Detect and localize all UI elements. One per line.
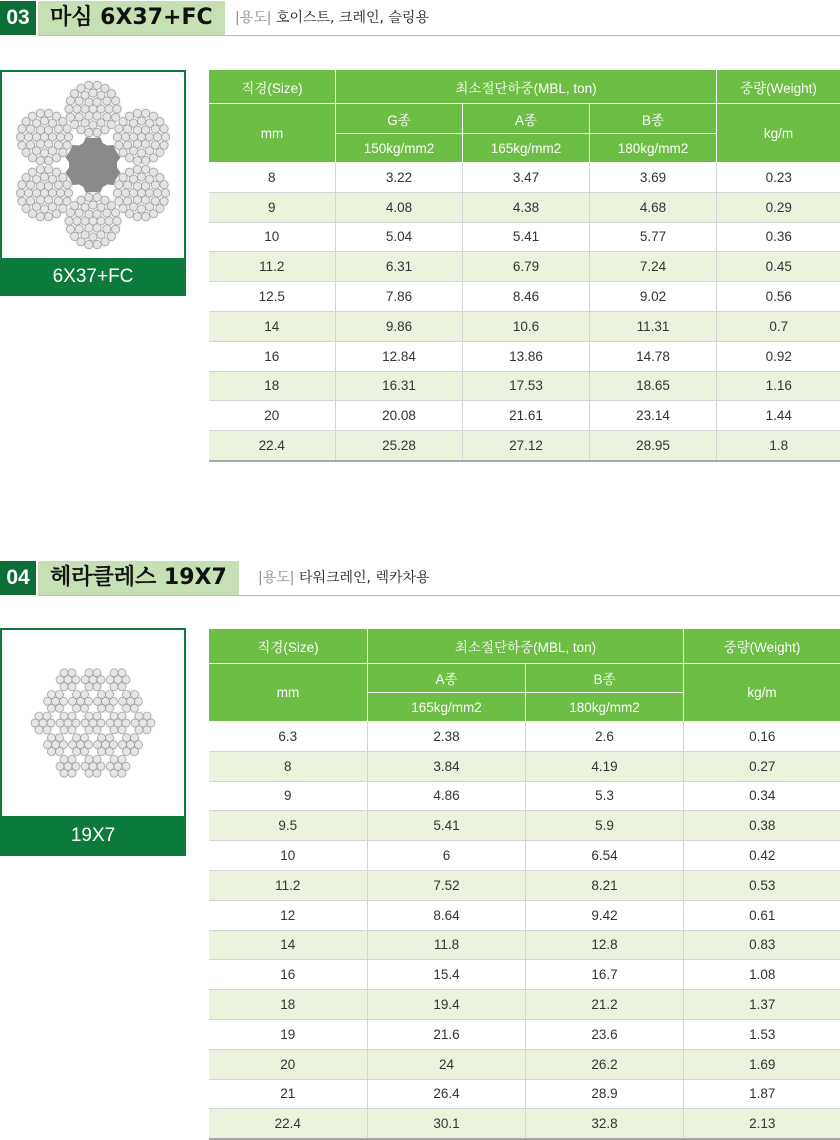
cell-mbl: 9.86 [336, 311, 463, 341]
grade-b: B종 [590, 104, 717, 134]
cell-mbl: 3.69 [590, 163, 717, 193]
cell-weight: 0.16 [684, 722, 840, 752]
header-size: 직경(Size) [209, 629, 368, 664]
cell-mbl: 6.79 [463, 252, 590, 282]
section-03-header [0, 1, 840, 39]
cell-mbl: 2.6 [526, 722, 684, 752]
cell-weight: 2.13 [684, 1109, 840, 1139]
usage-tag: |용도| [235, 10, 271, 26]
usage-text: 호이스트, 크레인, 슬링용 [276, 10, 429, 26]
cell-weight: 0.92 [717, 341, 840, 371]
spec-table-6x37 [208, 69, 840, 462]
strength-a: 165kg/mm2 [368, 693, 526, 722]
unit-mm: mm [209, 664, 368, 722]
cell-mbl: 6 [368, 841, 526, 871]
cell-mbl: 2.38 [368, 722, 526, 752]
rope-19x7-cross-section-image [2, 630, 184, 816]
cell-mbl: 4.38 [463, 192, 590, 222]
section-usage [235, 1, 429, 35]
cell-mbl: 26.2 [526, 1049, 684, 1079]
cell-mbl: 21.2 [526, 990, 684, 1020]
cell-mbl: 3.84 [368, 751, 526, 781]
spec-table-19x7 [208, 628, 840, 1140]
cell-mbl: 5.9 [526, 811, 684, 841]
cell-size: 22.4 [209, 431, 336, 461]
cell-mbl: 27.12 [463, 431, 590, 461]
cell-size: 20 [209, 401, 336, 431]
rope-6x37-cross-section-image [2, 72, 184, 258]
table-row [209, 930, 840, 960]
cell-mbl: 21.6 [368, 1019, 526, 1049]
cell-mbl: 21.61 [463, 401, 590, 431]
cell-weight: 0.38 [684, 811, 840, 841]
cell-mbl: 8.64 [368, 900, 526, 930]
grade-a: A종 [368, 664, 526, 693]
cell-size: 9 [209, 192, 336, 222]
cell-mbl: 15.4 [368, 960, 526, 990]
usage-tag: |용도| [258, 570, 294, 586]
cell-mbl: 28.9 [526, 1079, 684, 1109]
table-row [209, 1109, 840, 1139]
cell-mbl: 28.95 [590, 431, 717, 461]
strength-b: 180kg/mm2 [526, 693, 684, 722]
grade-a: A종 [463, 104, 590, 134]
cell-mbl: 16.7 [526, 960, 684, 990]
cell-size: 6.3 [209, 722, 368, 752]
cell-mbl: 7.24 [590, 252, 717, 282]
header-divider [38, 35, 840, 36]
cell-weight: 1.08 [684, 960, 840, 990]
table-row [209, 341, 840, 371]
table-row [209, 252, 840, 282]
cell-mbl: 7.52 [368, 870, 526, 900]
cell-weight: 1.69 [684, 1049, 840, 1079]
cell-mbl: 30.1 [368, 1109, 526, 1139]
cell-size: 16 [209, 960, 368, 990]
cell-weight: 0.7 [717, 311, 840, 341]
section-title: 헤라클레스 19X7 [38, 561, 239, 595]
table-row [209, 401, 840, 431]
cell-weight: 0.53 [684, 870, 840, 900]
cell-weight: 1.37 [684, 990, 840, 1020]
cell-mbl: 3.22 [336, 163, 463, 193]
cell-mbl: 5.04 [336, 222, 463, 252]
header-weight: 중량(Weight) [717, 70, 840, 104]
cell-mbl: 5.77 [590, 222, 717, 252]
cell-size: 20 [209, 1049, 368, 1079]
cell-size: 12 [209, 900, 368, 930]
cell-mbl: 13.86 [463, 341, 590, 371]
cell-mbl: 32.8 [526, 1109, 684, 1139]
cell-mbl: 16.31 [336, 371, 463, 401]
cell-mbl: 5.41 [463, 222, 590, 252]
table-row [209, 163, 840, 193]
cell-weight: 0.56 [717, 282, 840, 312]
usage-text: 타워크레인, 렉카차용 [299, 570, 430, 586]
cell-weight: 0.61 [684, 900, 840, 930]
cell-size: 14 [209, 930, 368, 960]
section-number: 03 [0, 1, 36, 35]
cell-size: 10 [209, 222, 336, 252]
header-mbl: 최소절단하중(MBL, ton) [336, 70, 717, 104]
header-size: 직경(Size) [209, 70, 336, 104]
cell-mbl: 14.78 [590, 341, 717, 371]
table-row [209, 811, 840, 841]
cell-weight: 0.29 [717, 192, 840, 222]
table-row [209, 722, 840, 752]
section-title: 마심 6X37+FC [38, 1, 225, 35]
cell-weight: 1.87 [684, 1079, 840, 1109]
strength-g: 150kg/mm2 [336, 134, 463, 163]
section-04-header [0, 561, 840, 599]
cell-mbl: 19.4 [368, 990, 526, 1020]
cell-size: 9 [209, 781, 368, 811]
cell-mbl: 3.47 [463, 163, 590, 193]
rope-6x37-label: 6X37+FC [0, 258, 186, 296]
table-row [209, 192, 840, 222]
table-body [209, 163, 840, 461]
rope-19x7-image-box [0, 628, 186, 818]
table-row [209, 1019, 840, 1049]
table-row [209, 222, 840, 252]
cell-mbl: 9.42 [526, 900, 684, 930]
strength-a: 165kg/mm2 [463, 134, 590, 163]
table-row [209, 431, 840, 461]
table-row [209, 311, 840, 341]
table-row [209, 1079, 840, 1109]
cell-mbl: 8.46 [463, 282, 590, 312]
cell-mbl: 26.4 [368, 1079, 526, 1109]
cell-weight: 0.27 [684, 751, 840, 781]
section-usage [258, 561, 430, 595]
cell-size: 16 [209, 341, 336, 371]
cell-mbl: 4.86 [368, 781, 526, 811]
cell-weight: 1.16 [717, 371, 840, 401]
grade-g: G종 [336, 104, 463, 134]
cell-size: 9.5 [209, 811, 368, 841]
cell-size: 18 [209, 990, 368, 1020]
cell-weight: 0.36 [717, 222, 840, 252]
table-row [209, 960, 840, 990]
table-row [209, 371, 840, 401]
cell-mbl: 11.8 [368, 930, 526, 960]
cell-mbl: 7.86 [336, 282, 463, 312]
cell-mbl: 4.19 [526, 751, 684, 781]
cell-size: 14 [209, 311, 336, 341]
rope-19x7-label: 19X7 [0, 816, 186, 856]
table-row [209, 781, 840, 811]
cell-size: 12.5 [209, 282, 336, 312]
table-row [209, 751, 840, 781]
cell-size: 21 [209, 1079, 368, 1109]
table-row [209, 900, 840, 930]
cell-mbl: 5.3 [526, 781, 684, 811]
cell-mbl: 6.54 [526, 841, 684, 871]
cell-weight: 1.53 [684, 1019, 840, 1049]
cell-size: 8 [209, 751, 368, 781]
table-row [209, 841, 840, 871]
cell-mbl: 12.8 [526, 930, 684, 960]
cell-mbl: 23.6 [526, 1019, 684, 1049]
cell-weight: 0.83 [684, 930, 840, 960]
cell-weight: 0.45 [717, 252, 840, 282]
cell-mbl: 9.02 [590, 282, 717, 312]
header-mbl: 최소절단하중(MBL, ton) [368, 629, 684, 664]
cell-size: 22.4 [209, 1109, 368, 1139]
unit-mm: mm [209, 104, 336, 163]
cell-weight: 0.42 [684, 841, 840, 871]
table-row [209, 1049, 840, 1079]
cell-size: 10 [209, 841, 368, 871]
cell-mbl: 6.31 [336, 252, 463, 282]
cell-mbl: 4.08 [336, 192, 463, 222]
cell-mbl: 25.28 [336, 431, 463, 461]
cell-mbl: 20.08 [336, 401, 463, 431]
cell-mbl: 4.68 [590, 192, 717, 222]
cell-mbl: 24 [368, 1049, 526, 1079]
cell-mbl: 8.21 [526, 870, 684, 900]
grade-b: B종 [526, 664, 684, 693]
cell-mbl: 18.65 [590, 371, 717, 401]
cell-mbl: 10.6 [463, 311, 590, 341]
cell-weight: 0.34 [684, 781, 840, 811]
unit-kg-m: kg/m [717, 104, 840, 163]
table-row [209, 870, 840, 900]
cell-size: 8 [209, 163, 336, 193]
header-weight: 중량(Weight) [684, 629, 840, 664]
cell-mbl: 17.53 [463, 371, 590, 401]
header-divider [38, 595, 840, 596]
cell-mbl: 23.14 [590, 401, 717, 431]
unit-kg-m: kg/m [684, 664, 840, 722]
cell-mbl: 12.84 [336, 341, 463, 371]
table-row [209, 990, 840, 1020]
cell-size: 19 [209, 1019, 368, 1049]
cell-weight: 0.23 [717, 163, 840, 193]
rope-6x37-image-box [0, 70, 186, 260]
cell-size: 11.2 [209, 870, 368, 900]
cell-mbl: 5.41 [368, 811, 526, 841]
table-body [209, 722, 840, 1140]
cell-weight: 1.44 [717, 401, 840, 431]
cell-mbl: 11.31 [590, 311, 717, 341]
table-row [209, 282, 840, 312]
section-number: 04 [0, 561, 36, 595]
strength-b: 180kg/mm2 [590, 134, 717, 163]
cell-weight: 1.8 [717, 431, 840, 461]
cell-size: 11.2 [209, 252, 336, 282]
cell-size: 18 [209, 371, 336, 401]
